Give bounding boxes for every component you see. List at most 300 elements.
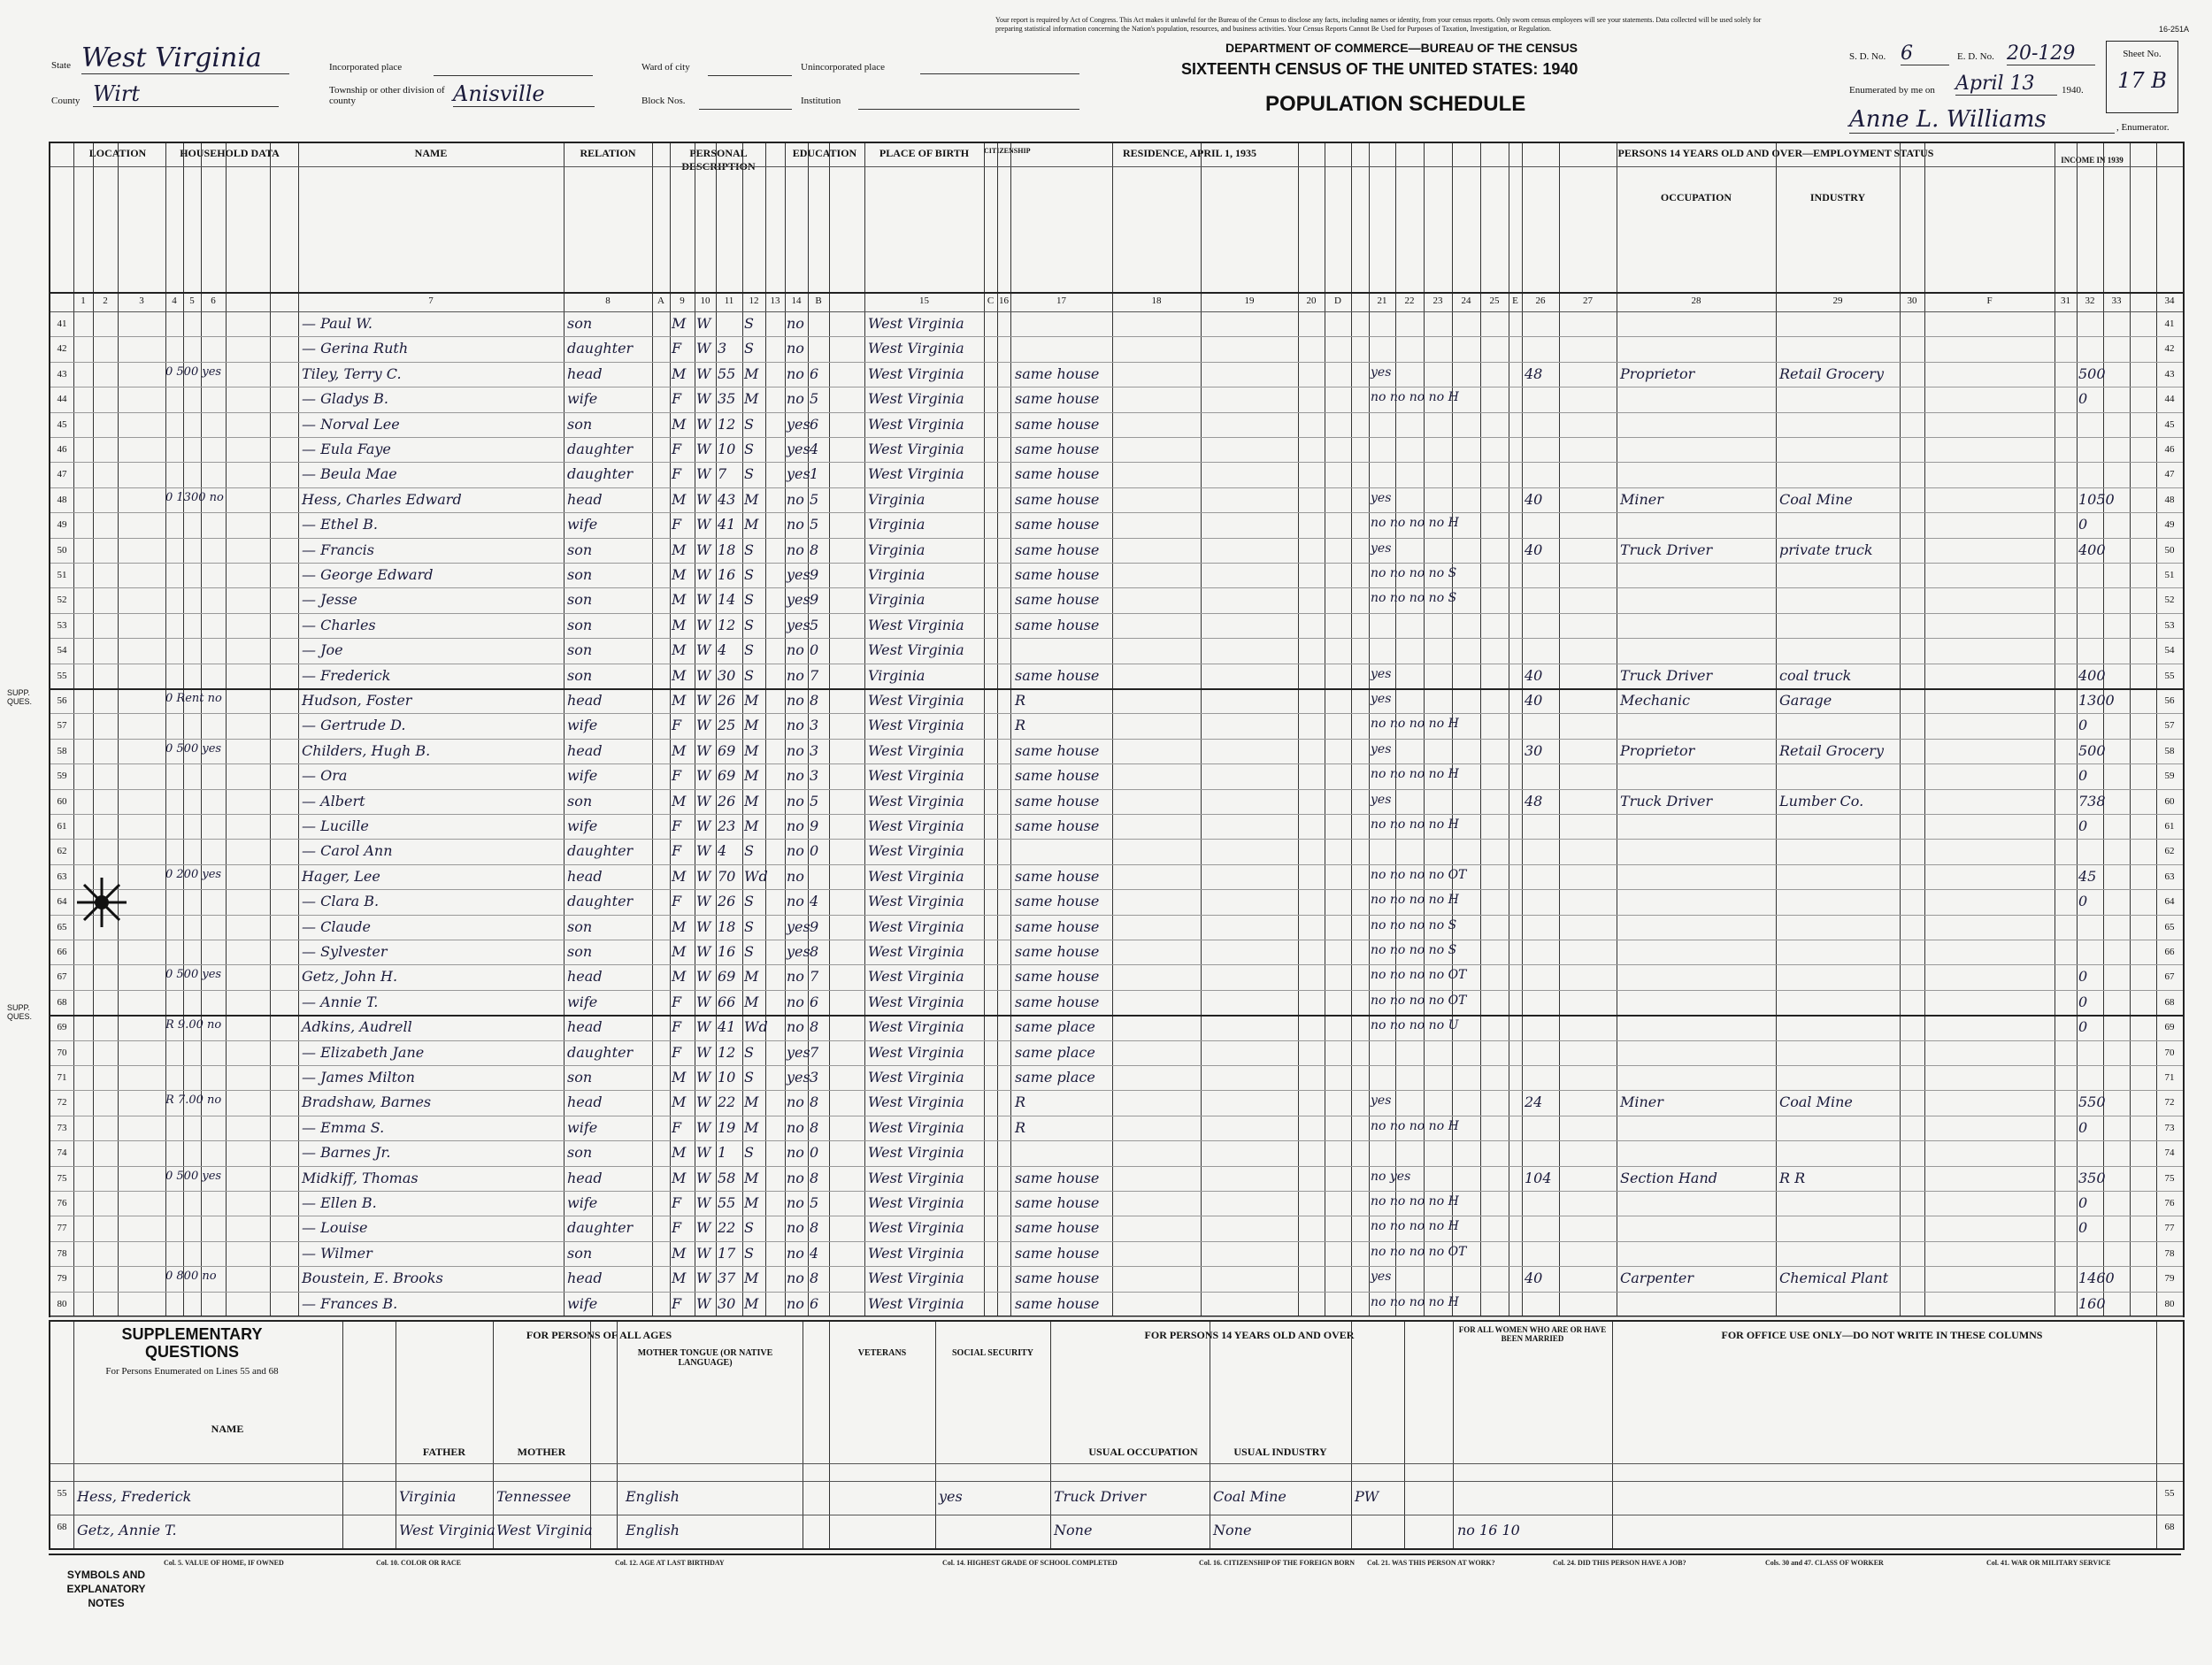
race: W xyxy=(696,1294,711,1312)
attending-school: no xyxy=(787,893,804,910)
sex: M xyxy=(672,641,687,659)
supp-usual-occupation: Truck Driver xyxy=(1054,1488,1147,1505)
marital-status: S xyxy=(744,842,754,860)
legend-col10: Col. 10. COLOR OR RACE xyxy=(376,1559,462,1567)
employment-status: yes xyxy=(1371,666,1392,681)
race: W xyxy=(696,817,711,834)
marital-status: M xyxy=(744,1294,759,1312)
relation: head xyxy=(567,1270,603,1287)
line-number-right: 44 xyxy=(2164,394,2175,405)
line-number-right: 42 xyxy=(2164,343,2175,355)
table-row xyxy=(50,412,2183,438)
employment-status: no no no no H xyxy=(1371,717,1459,732)
group-personal: PERSONAL DESCRIPTION xyxy=(681,147,756,173)
column-number: 16 xyxy=(999,295,1009,306)
occupation: Proprietor xyxy=(1620,741,1695,759)
supp-women-data: no 16 10 xyxy=(1457,1522,1520,1538)
person-name: — Carol Ann xyxy=(302,842,393,860)
residence-1935: same house xyxy=(1015,1194,1100,1211)
line-number-right: 79 xyxy=(2164,1273,2175,1285)
sex: M xyxy=(672,616,687,633)
line-number-right: 68 xyxy=(2164,996,2175,1008)
wages: 160 xyxy=(2078,1294,2106,1312)
birthplace: West Virginia xyxy=(868,792,964,809)
employment-status: no no no no H xyxy=(1371,1118,1459,1133)
table-row xyxy=(50,462,2183,487)
sex: M xyxy=(672,1093,687,1111)
sex: M xyxy=(672,1069,687,1086)
sex: M xyxy=(672,968,687,986)
attending-school: no xyxy=(787,390,804,408)
marital-status: M xyxy=(744,1093,759,1111)
table-row xyxy=(50,1292,2183,1317)
employment-status: no no no no OT xyxy=(1371,867,1467,882)
residence-1935: R xyxy=(1015,1093,1026,1111)
table-row xyxy=(50,1040,2183,1066)
line-number-right: 63 xyxy=(2164,871,2175,882)
grade: 0 xyxy=(810,842,819,860)
marital-status: S xyxy=(744,1244,754,1262)
table-row xyxy=(50,538,2183,564)
line-number: 61 xyxy=(57,821,67,832)
birthplace: West Virginia xyxy=(868,817,964,834)
marital-status: M xyxy=(744,1194,759,1211)
age: 23 xyxy=(718,817,736,834)
marital-status: M xyxy=(744,767,759,785)
relation: head xyxy=(567,867,603,885)
line-number-right: 64 xyxy=(2164,896,2175,908)
household-data: 0 500 yes xyxy=(165,364,222,379)
table-row xyxy=(50,638,2183,664)
relation: head xyxy=(567,741,603,759)
relation: head xyxy=(567,968,603,986)
marital-status: S xyxy=(744,340,754,357)
column-number: 25 xyxy=(1489,295,1500,306)
birthplace: West Virginia xyxy=(868,390,964,408)
sex: F xyxy=(672,441,682,457)
employment-status: yes xyxy=(1371,364,1392,380)
occupation: Proprietor xyxy=(1620,364,1695,382)
relation: head xyxy=(567,1093,603,1111)
group-name: NAME xyxy=(414,147,448,159)
column-number: 30 xyxy=(1907,295,1917,306)
age: 22 xyxy=(718,1093,736,1111)
marital-status: M xyxy=(744,968,759,986)
grade: 5 xyxy=(810,490,819,508)
residence-1935: same house xyxy=(1015,1219,1100,1237)
line-number-right: 80 xyxy=(2164,1298,2175,1309)
supp-mother-tongue: English xyxy=(626,1522,680,1538)
household-data: 0 800 no xyxy=(165,1270,217,1284)
race: W xyxy=(696,893,711,910)
race: W xyxy=(696,692,711,709)
attending-school: no xyxy=(787,340,804,357)
race: W xyxy=(696,415,711,433)
marital-status: Wd xyxy=(744,867,768,885)
legend-col12: Col. 12. AGE AT LAST BIRTHDAY xyxy=(615,1559,725,1567)
attending-school: no xyxy=(787,1270,804,1287)
sex: M xyxy=(672,490,687,508)
grade: 6 xyxy=(810,364,819,382)
wages: 0 xyxy=(2078,893,2088,910)
line-number-right: 69 xyxy=(2164,1022,2175,1033)
table-row xyxy=(50,789,2183,815)
line-number-right: 75 xyxy=(2164,1172,2175,1184)
grade: 5 xyxy=(810,616,819,633)
column-number: F xyxy=(1986,295,1993,306)
sex: M xyxy=(672,1244,687,1262)
supp-row xyxy=(50,1481,2183,1515)
age: 10 xyxy=(718,1069,736,1086)
birthplace: West Virginia xyxy=(868,441,964,457)
table-row xyxy=(50,587,2183,613)
wages: 0 xyxy=(2078,1194,2088,1211)
age: 26 xyxy=(718,692,736,709)
supplementary-questions xyxy=(49,1320,2185,1550)
line-number-right: 48 xyxy=(2164,494,2175,505)
column-number: 32 xyxy=(2085,295,2095,306)
industry: Lumber Co. xyxy=(1779,792,1864,809)
age: 70 xyxy=(718,867,736,885)
table-row xyxy=(50,362,2183,387)
grade: 8 xyxy=(810,1093,819,1111)
birthplace: West Virginia xyxy=(868,893,964,910)
race: W xyxy=(696,616,711,633)
table-row xyxy=(50,437,2183,463)
person-name: — Beula Mae xyxy=(302,465,397,483)
line-number-right: 50 xyxy=(2164,544,2175,556)
residence-1935: R xyxy=(1015,1118,1026,1136)
age: 1 xyxy=(718,1144,727,1162)
county-label: County xyxy=(51,96,81,106)
person-name: — Wilmer xyxy=(302,1244,373,1262)
person-name: — Eula Faye xyxy=(302,441,391,457)
age: 18 xyxy=(718,541,736,558)
legend-col41: Col. 41. WAR OR MILITARY SERVICE xyxy=(1986,1559,2111,1567)
wages: 0 xyxy=(2078,1018,2088,1036)
line-number: 42 xyxy=(57,343,67,355)
institution-label: Institution xyxy=(801,96,841,106)
person-name: — Francis xyxy=(302,541,374,558)
sex: F xyxy=(672,817,682,834)
line-number-right: 46 xyxy=(2164,444,2175,455)
department-title: DEPARTMENT OF COMMERCE—BUREAU OF THE CENSUS xyxy=(1225,41,1578,55)
birthplace: Virginia xyxy=(868,490,926,508)
relation: wife xyxy=(567,516,598,533)
grade: 4 xyxy=(810,1244,819,1262)
supp-class-of-worker: PW xyxy=(1355,1488,1379,1505)
sex: M xyxy=(672,315,687,332)
grade: 3 xyxy=(810,741,819,759)
attending-school: yes xyxy=(787,591,810,609)
marital-status: S xyxy=(744,1144,754,1162)
relation: son xyxy=(567,616,593,633)
line-number: 50 xyxy=(57,544,67,556)
census-title: SIXTEENTH CENSUS OF THE UNITED STATES: 1940 xyxy=(1181,60,1578,78)
age: 35 xyxy=(718,390,736,408)
line-number-right: 71 xyxy=(2164,1072,2175,1083)
grade: 0 xyxy=(810,641,819,659)
attending-school: yes xyxy=(787,441,810,457)
column-number: B xyxy=(815,295,822,306)
column-number: D xyxy=(1334,295,1341,306)
race: W xyxy=(696,968,711,986)
group-birthplace: PLACE OF BIRTH xyxy=(879,147,970,159)
age: 14 xyxy=(718,591,736,609)
supp-col-name: NAME xyxy=(211,1423,244,1435)
birthplace: West Virginia xyxy=(868,1069,964,1086)
line-number-right: 51 xyxy=(2164,570,2175,580)
column-number: 33 xyxy=(2111,295,2122,306)
line-number-right: 76 xyxy=(2164,1198,2175,1208)
line-number: 80 xyxy=(57,1298,67,1309)
marital-status: S xyxy=(744,1069,754,1086)
supp-usual-occupation: None xyxy=(1054,1522,1093,1538)
line-number: 66 xyxy=(57,947,67,957)
table-row xyxy=(50,613,2183,639)
grade: 7 xyxy=(810,968,819,986)
sex: F xyxy=(672,993,682,1010)
birthplace: West Virginia xyxy=(868,340,964,357)
wages: 400 xyxy=(2078,541,2106,558)
employment-status: no no no no S xyxy=(1371,591,1457,606)
race: W xyxy=(696,1144,711,1162)
hours-worked: 40 xyxy=(1525,1270,1543,1287)
schedule-title: POPULATION SCHEDULE xyxy=(1265,92,1526,116)
sex: M xyxy=(672,541,687,558)
table-row xyxy=(50,1116,2183,1141)
attending-school: no xyxy=(787,1144,804,1162)
race: W xyxy=(696,1018,711,1036)
line-number: 59 xyxy=(57,771,67,782)
column-number: 28 xyxy=(1691,295,1701,306)
wages: 0 xyxy=(2078,717,2088,734)
wages: 0 xyxy=(2078,993,2088,1010)
employment-status: yes xyxy=(1371,541,1392,556)
relation: head xyxy=(567,364,603,382)
township-label: Township or other division of county xyxy=(329,85,445,106)
residence-1935: R xyxy=(1015,692,1026,709)
table-row xyxy=(50,1191,2183,1216)
birthplace: West Virginia xyxy=(868,968,964,986)
supp-mother-birthplace: Tennessee xyxy=(496,1488,572,1505)
person-name: — Claude xyxy=(302,917,371,935)
relation: daughter xyxy=(567,441,634,457)
birthplace: West Virginia xyxy=(868,717,964,734)
age: 69 xyxy=(718,968,736,986)
relation: daughter xyxy=(567,465,634,483)
age: 17 xyxy=(718,1244,736,1262)
line-number: 77 xyxy=(57,1223,67,1234)
race: W xyxy=(696,767,711,785)
supp-line-number-right: 68 xyxy=(2164,1522,2175,1532)
block-line xyxy=(699,108,792,110)
sex: F xyxy=(672,1194,682,1211)
residence-1935: same house xyxy=(1015,566,1100,583)
household-data: 0 500 yes xyxy=(165,968,222,982)
line-number-right: 77 xyxy=(2164,1223,2175,1234)
wages: 0 xyxy=(2078,1118,2088,1136)
person-name: — Frances B. xyxy=(302,1294,398,1312)
table-row xyxy=(50,1166,2183,1192)
person-name: — Sylvester xyxy=(302,943,388,960)
grade: 3 xyxy=(810,1069,819,1086)
grade: 6 xyxy=(810,1294,819,1312)
line-number: 73 xyxy=(57,1122,67,1133)
residence-1935: same house xyxy=(1015,1169,1100,1186)
attending-school: no xyxy=(787,1244,804,1262)
race: W xyxy=(696,591,711,609)
hours-worked: 40 xyxy=(1525,541,1543,558)
age: 30 xyxy=(718,666,736,684)
race: W xyxy=(696,641,711,659)
person-name: — Gladys B. xyxy=(302,390,388,408)
person-name: — Jesse xyxy=(302,591,357,609)
person-name: — Joe xyxy=(302,641,343,659)
wages: 1460 xyxy=(2078,1270,2115,1287)
age: 26 xyxy=(718,893,736,910)
line-number-right: 53 xyxy=(2164,619,2175,631)
column-number: 5 xyxy=(189,295,195,306)
line-number: 75 xyxy=(57,1172,67,1184)
attending-school: no xyxy=(787,792,804,809)
attending-school: yes xyxy=(787,943,810,960)
relation: wife xyxy=(567,993,598,1010)
supp-group-women: FOR ALL WOMEN WHO ARE OR HAVE BEEN MARRIED xyxy=(1458,1325,1607,1343)
line-number-right: 54 xyxy=(2164,645,2175,656)
birthplace: West Virginia xyxy=(868,993,964,1010)
residence-1935: same house xyxy=(1015,817,1100,834)
table-row xyxy=(50,1090,2183,1116)
race: W xyxy=(696,666,711,684)
line-number: 52 xyxy=(57,595,67,606)
occupation: Truck Driver xyxy=(1620,792,1713,809)
supp-subtitle: For Persons Enumerated on Lines 55 and 68 xyxy=(105,1366,279,1377)
legend-col21: Col. 21. WAS THIS PERSON AT WORK? xyxy=(1367,1559,1495,1567)
marital-status: M xyxy=(744,741,759,759)
residence-1935: same house xyxy=(1015,616,1100,633)
marital-status: M xyxy=(744,717,759,734)
marital-status: S xyxy=(744,465,754,483)
employment-status: no no no no H xyxy=(1371,1194,1459,1208)
attending-school: no xyxy=(787,717,804,734)
relation: son xyxy=(567,1144,593,1162)
employment-status: no no no no H xyxy=(1371,1294,1459,1309)
relation: head xyxy=(567,1169,603,1186)
column-number: 34 xyxy=(2164,295,2175,306)
person-name: Hager, Lee xyxy=(302,867,380,885)
wages: 400 xyxy=(2078,666,2106,684)
birthplace: West Virginia xyxy=(868,1018,964,1036)
attending-school: no xyxy=(787,1219,804,1237)
birthplace: West Virginia xyxy=(868,692,964,709)
hours-worked: 48 xyxy=(1525,364,1543,382)
table-row xyxy=(50,1266,2183,1292)
employment-status: no no no no S xyxy=(1371,566,1457,580)
block-label: Block Nos. xyxy=(641,96,686,106)
line-number-right: 67 xyxy=(2164,971,2175,983)
wages: 45 xyxy=(2078,867,2097,885)
grade: 4 xyxy=(810,441,819,457)
residence-1935: same house xyxy=(1015,767,1100,785)
column-number: 7 xyxy=(428,295,434,306)
line-number-right: 65 xyxy=(2164,921,2175,932)
industry: Garage xyxy=(1779,692,1832,709)
race: W xyxy=(696,315,711,332)
table-row xyxy=(50,1241,2183,1267)
unincorporated-label: Unincorporated place xyxy=(801,62,885,73)
line-number: 57 xyxy=(57,720,67,732)
line-number: 56 xyxy=(57,695,67,706)
person-name: — Ellen B. xyxy=(302,1194,377,1211)
sex: F xyxy=(672,842,682,860)
line-number: 67 xyxy=(57,971,67,983)
age: 12 xyxy=(718,1043,736,1061)
relation: wife xyxy=(567,1118,598,1136)
hours-worked: 40 xyxy=(1525,692,1543,709)
marital-status: S xyxy=(744,566,754,583)
employment-status: no no no no H xyxy=(1371,516,1459,531)
relation: son xyxy=(567,917,593,935)
table-row xyxy=(50,713,2183,739)
star-marker-icon xyxy=(75,876,128,929)
line-number: 78 xyxy=(57,1247,67,1259)
age: 22 xyxy=(718,1219,736,1237)
marital-status: M xyxy=(744,390,759,408)
supp-name: Getz, Annie T. xyxy=(77,1522,177,1538)
column-number: 20 xyxy=(1306,295,1317,306)
attending-school: yes xyxy=(787,616,810,633)
column-number: 4 xyxy=(172,295,177,306)
grade: 8 xyxy=(810,1270,819,1287)
supp-col-usual-ind: USUAL INDUSTRY xyxy=(1233,1446,1327,1458)
sex: F xyxy=(672,465,682,483)
residence-1935: same house xyxy=(1015,1270,1100,1287)
hours-worked: 24 xyxy=(1525,1093,1543,1111)
column-number: 9 xyxy=(680,295,685,306)
birthplace: West Virginia xyxy=(868,767,964,785)
wages: 0 xyxy=(2078,968,2088,986)
race: W xyxy=(696,541,711,558)
household-data: 0 1300 no xyxy=(165,490,224,504)
age: 19 xyxy=(718,1118,736,1136)
attending-school: yes xyxy=(787,566,810,583)
sex: F xyxy=(672,717,682,734)
person-name: — Ethel B. xyxy=(302,516,379,533)
sex: M xyxy=(672,792,687,809)
relation: son xyxy=(567,792,593,809)
person-name: — Emma S. xyxy=(302,1118,385,1136)
age: 69 xyxy=(718,741,736,759)
birthplace: Virginia xyxy=(868,566,926,583)
attending-school: no xyxy=(787,842,804,860)
table-row xyxy=(50,739,2183,764)
race: W xyxy=(696,490,711,508)
sex: M xyxy=(672,867,687,885)
group-location: LOCATION xyxy=(88,147,147,159)
sex: F xyxy=(672,1118,682,1136)
residence-1935: same place xyxy=(1015,1043,1095,1061)
grade: 9 xyxy=(810,817,819,834)
race: W xyxy=(696,1169,711,1186)
supp-line-number-right: 55 xyxy=(2164,1488,2175,1499)
supp-col-tongue: MOTHER TONGUE (OR NATIVE LANGUAGE) xyxy=(637,1348,773,1368)
residence-1935: R xyxy=(1015,717,1026,734)
residence-1935: same house xyxy=(1015,968,1100,986)
line-number-right: 43 xyxy=(2164,368,2175,380)
legend-col16: Col. 16. CITIZENSHIP OF THE FOREIGN BORN xyxy=(1199,1559,1356,1567)
table-row xyxy=(50,915,2183,940)
